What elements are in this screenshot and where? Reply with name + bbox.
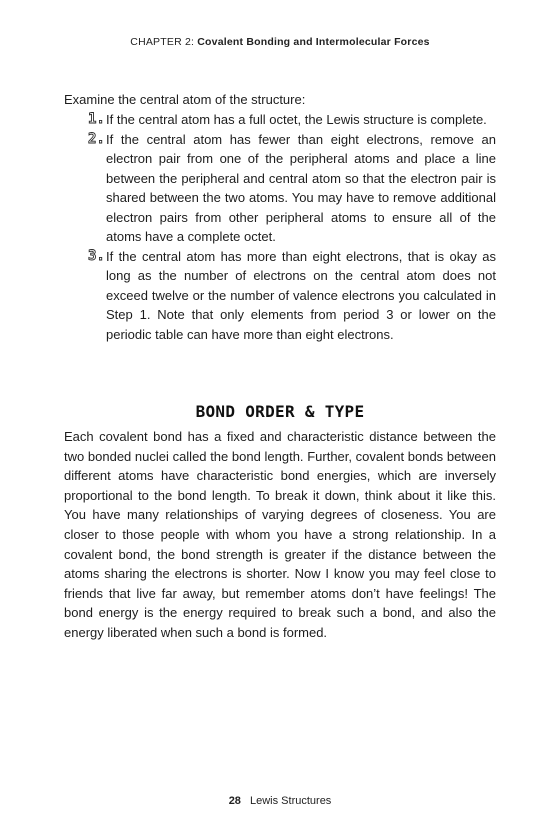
step-text: If the central atom has fewer than eight electrons, remove an electron pair from one of the peripheral atoms and place a line between the peripheral and central atom so that the electron pair is shared between the two atoms. You may have to remove additional electron pairs from other peripheral atoms to ensure all of the atoms have a complete octet. <box>106 131 496 244</box>
list-item <box>88 130 496 247</box>
running-header <box>0 36 560 48</box>
page-number: 28 <box>228 795 241 807</box>
step-text: If the central atom has more than eight electrons, that is okay as long as the number of electrons on the central atom does not exceed twelve or the number of valence electrons you calculated in Step 1. Note that only elements from period 3 or lower on the periodic table can have more than eight electrons. <box>106 248 496 342</box>
chapter-label: CHAPTER 2: <box>130 36 195 48</box>
step-number: 1. <box>88 111 105 127</box>
step-text: If the central atom has a full octet, the Lewis structure is complete. <box>106 112 487 127</box>
list-item <box>88 110 496 130</box>
running-footer-title: Lewis Structures <box>250 795 332 807</box>
page-footer <box>0 795 560 807</box>
list-item <box>88 247 496 345</box>
intro-text: Examine the central atom of the structure: <box>64 92 306 107</box>
chapter-title: Covalent Bonding and Intermolecular Forces <box>197 36 430 48</box>
section-heading: BOND ORDER & TYPE <box>195 402 365 421</box>
body-paragraph: Each covalent bond has a fixed and characteristic distance between the two bonded nuclei called the bond length. Further, covalent bonds between different atoms have characteristic bond energies, which are inversely proportional to the bond length. To break it down, think about it like this. You have many relationships of varying degrees of closeness. You are closer to those people with whom you have a strong relationship. In a covalent bond, the bond strength is greater if the distance between the atoms sharing the electrons is shorter. Now I know you may feel close to friends that live far away, but remember atoms don’t have feelings! The bond energy is the energy required to break such a bond, and also the energy liberated when such a bond is formed. <box>64 429 496 640</box>
steps-list <box>88 110 496 344</box>
step-number: 3. <box>88 247 105 264</box>
step-number: 2. <box>88 130 105 147</box>
